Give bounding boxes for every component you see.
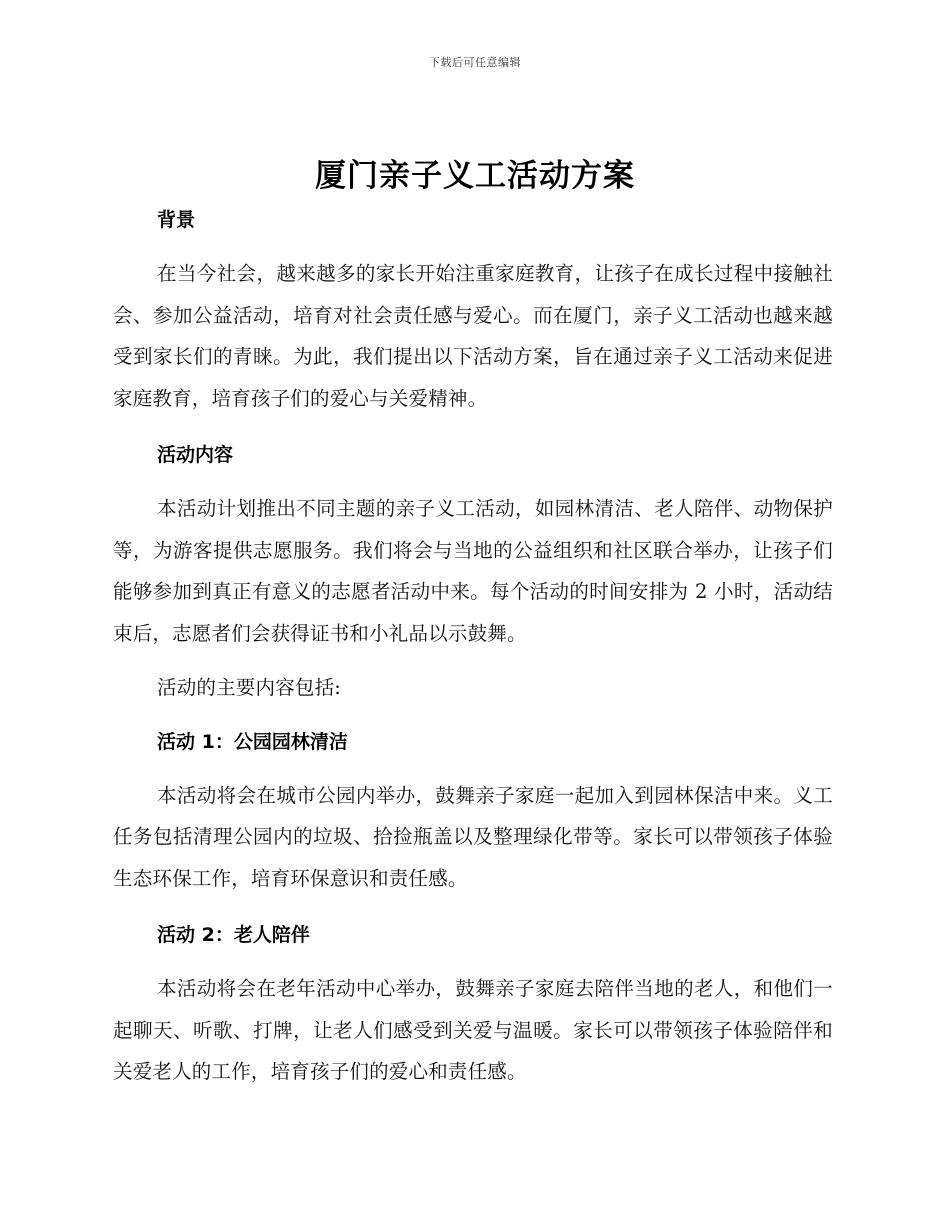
document-body [113,200,833,1093]
paragraph-activity-intro: 活动的主要内容包括: [157,676,342,699]
section-heading-activity-content: 活动内容 [157,444,234,466]
section-heading-background: 背景 [157,209,196,231]
paragraph-background: 在当今社会，越来越多的家长开始注重家庭教育，让孩子在成长过程中接触社会、参加公益活动，培育对社会责任感与爱心。而在厦门，亲子义工活动也越来越受到家长们的青睐。为此，我们提出以下活动方案，旨在通过亲子义工活动来促进家庭教育，培育孩子们的爱心与关爱精神。 [113,262,833,410]
paragraph-activity-content: 本活动计划推出不同主题的亲子义工活动，如园林清洁、老人陪伴、动物保护等，为游客提供志愿服务。我们将会与当地的公益组织和社区联合举办，让孩子们能够参加到真正有意义的志愿者活动中来。每个活动的时间安排为 2 小时，活动结束后，志愿者们会获得证书和小礼品以示鼓舞。 [113,497,833,645]
document-title: 厦门亲子义工活动方案 [315,158,635,194]
section-heading-activity-1: 活动 1：公园园林清洁 [157,730,348,753]
section-heading-activity-2: 活动 2：老人陪伴 [157,924,310,946]
paragraph-activity-1: 本活动将会在城市公园内举办，鼓舞亲子家庭一起加入到园林保洁中来。义工任务包括清理公园内的垃圾、拾捡瓶盖以及整理绿化带等。家长可以带领孩子体验生态环保工作，培育环保意识和责任感。 [113,783,833,890]
header-note: 下载后可任意编辑 [429,56,521,69]
paragraph-activity-2: 本活动将会在老年活动中心举办，鼓舞亲子家庭去陪伴当地的老人，和他们一起聊天、听歌、打牌，让老人们感受到关爱与温暖。家长可以带领孩子体验陪伴和关爱老人的工作，培育孩子们的爱心和责任感。 [113,977,833,1083]
